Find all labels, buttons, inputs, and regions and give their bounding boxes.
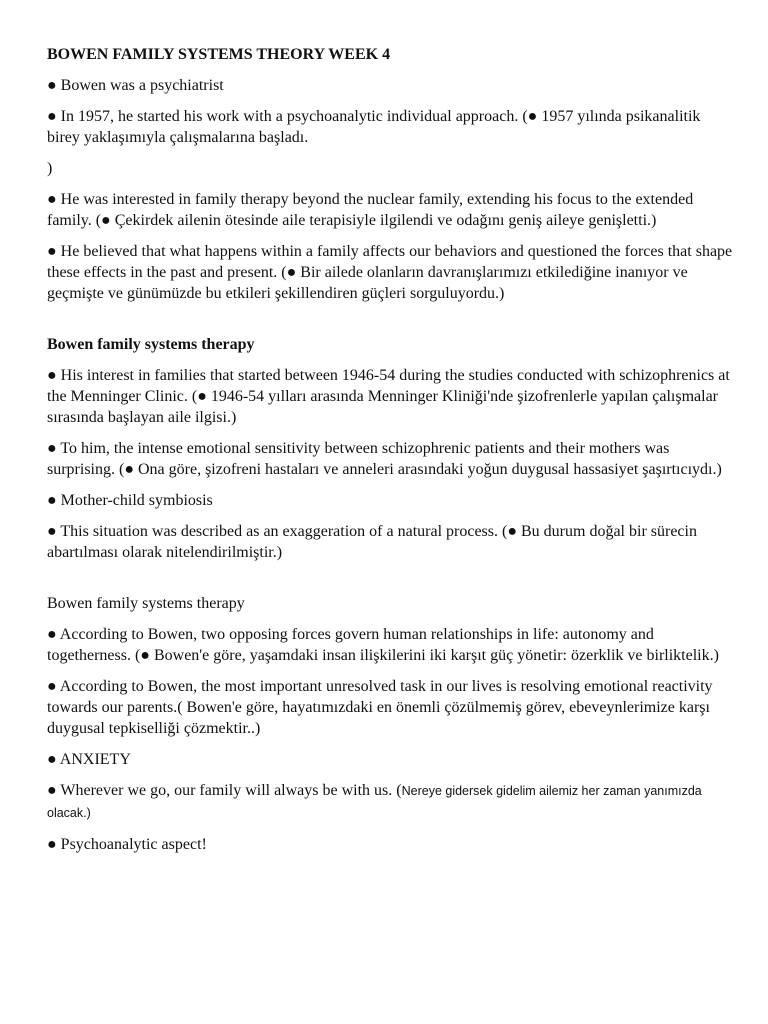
section-spacer [47, 314, 737, 334]
paragraph-anxiety: ● ANXIETY [47, 751, 131, 768]
paragraph-menninger: ● His interest in families that started between 1946-54 during the studies conducted with schizophrenics at the Menninger Clinic. (● 1946-54 yılları arasında Menninger Kliniği'nde şizofrenlerle yapılan çalışmalar sırasında başlayan aile ilgisi.) [47, 367, 730, 426]
paragraph-natural-process: ● This situation was described as an exaggeration of a natural process. (● Bu durum doğal bir sürecin abartılması olarak nitelendirilmiştir.) [47, 523, 697, 561]
section-heading-bold: Bowen family systems therapy [47, 336, 255, 353]
paragraph-symbiosis: ● Mother-child symbiosis [47, 492, 213, 509]
paragraph-psychoanalytic: ● Psychoanalytic aspect! [47, 836, 207, 853]
paragraph-unresolved-task: ● According to Bowen, the most important unresolved task in our lives is resolving emotional reactivity towards our parents.( Bowen'e göre, hayatımızdaki en önemli çözülmemiş görev, ebeveynlerimize karşı duygusal tepkiselliği çözmektir..) [47, 678, 713, 737]
paragraph-psychiatrist: ● Bowen was a psychiatrist [47, 77, 224, 94]
document-title: BOWEN FAMILY SYSTEMS THEORY WEEK 4 [47, 46, 391, 63]
paragraph-family-forces: ● He believed that what happens within a family affects our behaviors and questioned the forces that shape these effects in the past and present. (● Bir ailede olanların davranışlarımızı etkilediğine inanıyor ve geçmişte ve günümüzde bu etkileri şekillendiren güçleri sorguluyordu.) [47, 243, 733, 302]
section-spacer [47, 573, 737, 593]
section-heading-plain: Bowen family systems therapy [47, 595, 245, 612]
paragraph-closing-paren: ) [47, 160, 53, 177]
paragraph-1957: ● In 1957, he started his work with a psychoanalytic individual approach. (● 1957 yılında psikanalitik birey yaklaşımıyla çalışmalarına başladı. [47, 108, 701, 146]
paragraph-wherever [47, 780, 737, 824]
document-page [47, 44, 737, 865]
paragraph-emotional-sensitivity: ● To him, the intense emotional sensitivity between schizophrenic patients and their mothers was surprising. (● Ona göre, şizofreni hastaları ve anneleri arasındaki yoğun duygusal hassasiyet şaşırtıcıydı.) [47, 440, 722, 478]
paragraph-opposing-forces: ● According to Bowen, two opposing forces govern human relationships in life: autonomy and togetherness. (● Bowen'e göre, yaşamdaki insan ilişkilerini iki karşıt güç yönetir: özerklik ve birliktelik.) [47, 626, 719, 664]
paragraph-extended-family: ● He was interested in family therapy beyond the nuclear family, extending his focus to the extended family. (● Çekirdek ailenin ötesinde aile terapisiyle ilgilendi ve odağını geniş aileye genişletti.) [47, 191, 694, 229]
wherever-main-text: ● Wherever we go, our family will always be with us. ( [47, 782, 402, 799]
wherever-small-text: Nereye gidersek gidelim ailemiz her zaman yanımızda olacak.) [47, 784, 702, 820]
